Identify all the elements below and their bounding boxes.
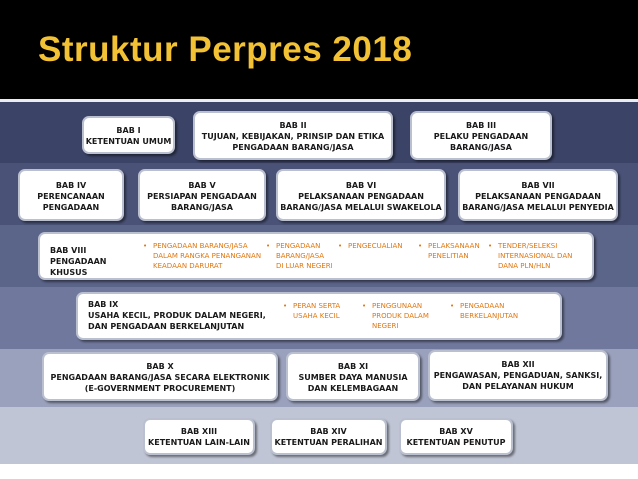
bab-6-title-line-2: BARANG/JASA MELALUI SWAKELOLA (280, 203, 442, 212)
bab-9-item-1-line-1: PERAN SERTA (293, 302, 341, 310)
bab-8-item-5-line-1: TENDER/SELEKSI (498, 242, 558, 250)
bab-11-box (286, 352, 420, 401)
bab-9-number: BAB IX (88, 300, 119, 309)
bab-4-number: BAB IV (55, 181, 87, 190)
bullet-icon: • (362, 302, 367, 310)
bab-7-title-line-2: BARANG/JASA MELALUI PENYEDIA (462, 203, 614, 212)
bab-3-box (410, 111, 552, 160)
bab-8-item-4-line-2: PENELITIAN (428, 252, 469, 260)
bab-4-title-line-2: PENGADAAN (42, 203, 100, 212)
slide-title: Struktur Perpres 2018 (38, 30, 413, 69)
bab-8-item-4 (418, 241, 488, 261)
bab-8-heading (50, 245, 145, 278)
bab-5-title-line-1: PERSIAPAN PENGADAAN (147, 192, 257, 201)
bab-8-item-2-line-1: PENGADAAN (276, 242, 321, 250)
bullet-icon: • (338, 242, 343, 250)
bab-15-title: KETENTUAN PENUTUP (406, 438, 506, 447)
bab-8-title: PENGADAAN KHUSUS (50, 257, 107, 277)
bab-11-number: BAB XI (337, 362, 369, 371)
bab-9-item-1 (283, 301, 358, 321)
bab-12-box (428, 350, 608, 401)
bab-8-item-5-line-3: DANA PLN/HLN (498, 262, 551, 270)
bab-9-item-2 (362, 301, 442, 331)
row-band-7 (0, 464, 638, 479)
bullet-icon: • (418, 242, 423, 250)
bullet-icon: • (143, 242, 148, 250)
bab-8-item-1-line-2: DALAM RANGKA PENANGANAN (153, 252, 262, 260)
bab-6-number: BAB VI (345, 181, 377, 190)
bab-14-number: BAB XIV (310, 427, 347, 436)
bab-8-item-5-line-2: INTERNASIONAL DAN (498, 252, 573, 260)
bab-8-item-1-line-3: KEADAAN DARURAT (153, 262, 223, 270)
bab-8-item-2-line-2: BARANG/JASA (276, 252, 325, 260)
bab-2-title-line-2: PENGADAAN BARANG/JASA (232, 143, 354, 152)
bab-12-number: BAB XII (501, 360, 535, 369)
bab-8-item-3 (338, 241, 418, 251)
bab-12-title-line-1: PENGAWASAN, PENGADUAN, SANKSI, (433, 371, 603, 380)
bab-9-heading (88, 299, 278, 332)
bab-7-number: BAB VII (521, 181, 555, 190)
bab-8-item-2 (266, 241, 346, 271)
bab-10-title-line-2: (E-GOVERNMENT PROCUREMENT) (84, 384, 236, 393)
bab-5-number: BAB V (188, 181, 216, 190)
bab-6-box (276, 169, 446, 221)
bab-14-box (270, 418, 387, 455)
bab-2-box (193, 111, 393, 160)
bab-11-title-line-2: DAN KELEMBAGAAN (307, 384, 399, 393)
bab-8-number: BAB VIII (50, 246, 87, 255)
bab-2-title-line-1: TUJUAN, KEBIJAKAN, PRINSIP DAN ETIKA (201, 132, 385, 141)
bab-7-title-line-1: PELAKSANAAN PENGADAAN (475, 192, 601, 201)
bab-1-box (82, 116, 175, 154)
structure-diagram (0, 102, 638, 479)
bab-9-item-2-line-1: PENGGUNAAN (372, 302, 423, 310)
bab-9-box (76, 292, 562, 340)
bab-3-title-line-2: BARANG/JASA (450, 143, 512, 152)
bab-9-title-line-1: USAHA KECIL, PRODUK DALAM NEGERI, (88, 311, 266, 320)
bab-3-number: BAB III (465, 121, 497, 130)
bab-4-title-line-1: PERENCANAAN (37, 192, 105, 201)
bab-9-item-2-line-2: PRODUK DALAM (372, 312, 429, 320)
bab-13-number: BAB XIII (180, 427, 218, 436)
bab-5-title-line-2: BARANG/JASA (171, 203, 233, 212)
bullet-icon: • (283, 302, 288, 310)
bab-2-number: BAB II (279, 121, 307, 130)
bab-8-item-1-line-1: PENGADAAN BARANG/JASA (153, 242, 248, 250)
bab-4-box (18, 169, 124, 221)
bab-8-item-5 (488, 241, 592, 271)
bab-11-title-line-1: SUMBER DAYA MANUSIA (298, 373, 408, 382)
bab-8-item-2-line-3: DI LUAR NEGERI (276, 262, 333, 270)
bab-9-item-2-line-3: NEGERI (372, 322, 399, 330)
bullet-icon: • (450, 302, 455, 310)
bab-15-box (399, 418, 513, 455)
bab-7-box (458, 169, 618, 221)
bab-13-title: KETENTUAN LAIN-LAIN (148, 438, 250, 447)
bab-14-title: KETENTUAN PERALIHAN (274, 438, 383, 447)
bullet-icon: • (266, 242, 271, 250)
bab-10-box (42, 352, 278, 401)
bab-9-item-3-line-1: PENGADAAN (460, 302, 505, 310)
bab-12-title-line-2: DAN PELAYANAN HUKUM (462, 382, 574, 391)
bab-8-box (38, 232, 594, 280)
bab-8-item-1 (143, 241, 269, 271)
bab-9-item-3 (450, 301, 540, 321)
bab-8-item-4-line-1: PELAKSANAAN (428, 242, 480, 250)
bab-1-title: KETENTUAN UMUM (85, 137, 172, 146)
bullet-icon: • (488, 242, 493, 250)
bab-6-title-line-1: PELAKSANAAN PENGADAAN (298, 192, 424, 201)
bab-10-number: BAB X (146, 362, 174, 371)
bab-5-box (138, 169, 266, 221)
bab-15-number: BAB XV (439, 427, 473, 436)
bab-10-title-line-1: PENGADAAN BARANG/JASA SECARA ELEKTRONIK (50, 373, 270, 382)
bab-3-title-line-1: PELAKU PENGADAAN (433, 132, 529, 141)
bab-8-item-3-line-1: PENGECUALIAN (348, 242, 403, 250)
bab-9-item-3-line-2: BERKELANJUTAN (460, 312, 519, 320)
bab-1-number: BAB I (116, 126, 141, 135)
bab-13-box (143, 418, 255, 455)
bab-9-title-line-2: DAN PENGADAAN BERKELANJUTAN (88, 322, 245, 331)
bab-9-item-1-line-2: USAHA KECIL (293, 312, 340, 320)
